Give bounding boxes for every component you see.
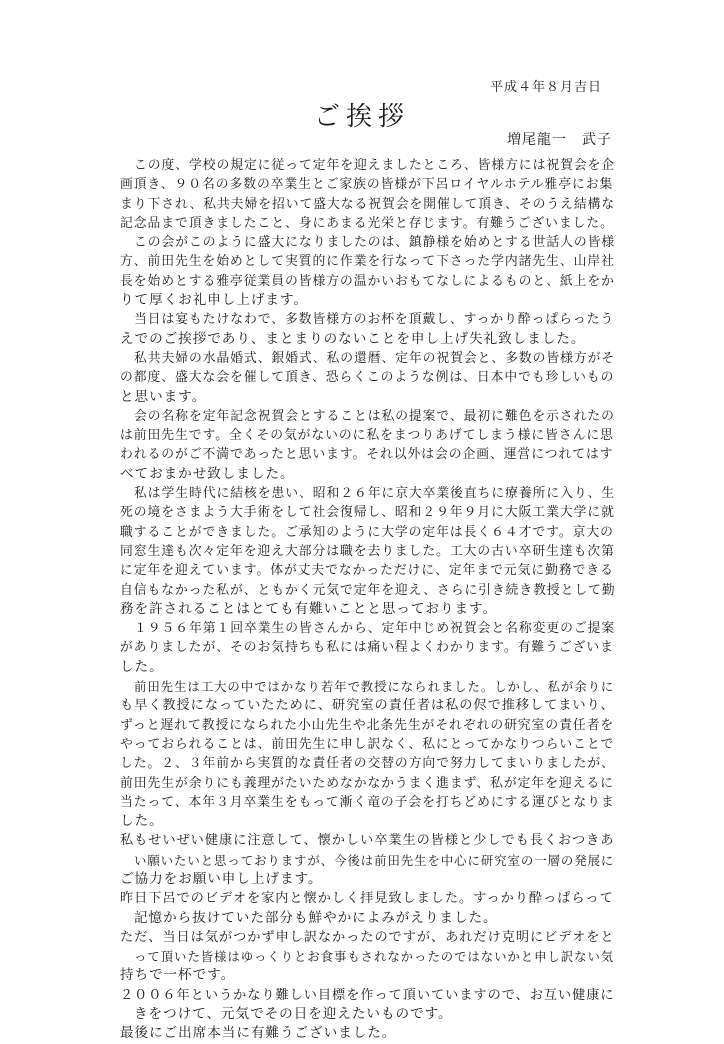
body-line: 前田先生は工大の中ではかなり若年で教授になられました。しかし、私が余りに xyxy=(134,679,615,695)
letter-authors: 増尾龍一 武子 xyxy=(507,132,612,148)
body-line: 死の境をさまよう大手術をして社会復帰し、昭和２９年９月に大阪工業大学に就 xyxy=(120,505,615,521)
body-line: がありましたが、そのお気持ちも私には痛い程よくわかります。有難うございま xyxy=(120,640,614,656)
body-line: やっておられることは、前田先生に申し訳なく、私にとってかなりつらいことで xyxy=(120,736,615,752)
body-line: ご協力をお願い申し上げます。 xyxy=(120,870,323,887)
body-line: えでのご挨拶であり、まとまりのないことを申し上げ失礼致しました。 xyxy=(120,330,586,347)
body-line: 当たって、本年３月卒業生をもって漸く竜の子会を打ちどめにする運びとなりま xyxy=(120,794,615,810)
letter-date: 平成４年８月吉日 xyxy=(489,80,602,95)
body-line: 前田先生が余りにも義理がたいためなかなかうまく進まず、私が定年を迎えるに xyxy=(120,775,614,791)
body-line: 会の名称を定年記念祝賀会とすることは私の提案で、最初に難色を示されたの xyxy=(134,408,615,424)
body-line: 昨日下呂でのビデオを家内と懐かしく拝見致しました。すっかり酔っぱらって xyxy=(120,891,614,907)
body-line: した。２、３年前から実質的な責任者の交替の方向で努力してまいりましたが、 xyxy=(120,756,615,772)
body-line: きをつけて、元気でその日を迎えたいものです。 xyxy=(134,1006,453,1023)
body-line: この度、学校の規定に従って定年を迎えましたところ、皆様方には祝賀会を企 xyxy=(134,158,616,173)
body-line: 自信もなかった私が、ともかく元気で定年を迎え、さらに引き続き教授として勤 xyxy=(120,582,616,598)
body-line: 記憶から抜けていた部分も鮮やかによみがえりました。 xyxy=(134,909,498,926)
body-line: 方、前田先生を始めとして実質的に作業を行なって下さった学内諸先生、山岸社 xyxy=(120,254,615,270)
body-line: い願いたいと思っておりますが、今後は前田先生を中心に研究室の一層の発展に xyxy=(134,852,615,868)
letter-body xyxy=(120,156,620,1044)
body-line: 画頂き、９０名の多数の卒業生とご家族の皆様が下呂ロイヤルホテル雅亭にお集 xyxy=(120,177,614,193)
body-line: と思います。 xyxy=(120,388,207,405)
body-line: われるのがご不満であったと思います。それ以外は会の企画、運営につれてはす xyxy=(120,447,614,463)
body-line: ずっと遅れて教授になられた小山先生や北条先生がそれぞれの研究室の責任者を xyxy=(120,717,615,733)
body-line: 同窓生達も次々定年を迎え大部分は職を去りました。工大の古い卒研生達も次第 xyxy=(120,543,615,559)
body-line: りて厚くお礼申し上げます。 xyxy=(120,292,308,309)
body-line: に定年を迎えています。体が丈夫でなかっただけに、定年まで元気に勤務できる xyxy=(120,563,614,579)
body-line: は前田先生です。全くその気がないのに私をまつりあげてしまう様に皆さんに思 xyxy=(120,428,614,444)
body-line: 持ちで一杯です。 xyxy=(120,967,236,984)
body-line: の都度、盛大な会を催して頂き、恐らくこのような例は、日本中でも珍しいもの xyxy=(120,370,615,386)
body-line: 私は学生時代に結核を患い、昭和２６年に京大卒業後直ちに療養所に入り、生 xyxy=(134,486,616,502)
body-line: 私共夫婦の水晶婚式、銀婚式、私の還暦、定年の祝賀会と、多数の皆様方がそ xyxy=(134,350,616,366)
body-line: 長を始めとする雅亭従業員の皆様方の温かいおもてなしによるものと、紙上をか xyxy=(120,273,615,289)
body-line: した。 xyxy=(120,658,164,675)
body-line: この会がこのように盛大になりましたのは、鎮静様を始めとする世話人の皆様 xyxy=(134,235,616,251)
body-line: ただ、当日は気がつかず申し訳なかったのですが、あれだけ克明にビデオをと xyxy=(120,929,615,945)
body-line: まり下され、私共夫婦を招いて盛大なる祝賀会を開催して頂き、そのうえ結構な xyxy=(120,196,616,212)
body-line: した。 xyxy=(120,813,164,830)
body-line: 最後にご出席本当に有難うございました。 xyxy=(120,1025,397,1042)
body-line: 職することができました。ご承知のように大学の定年は長く６４才です。京大の xyxy=(120,524,614,540)
letter-title: ご挨拶 xyxy=(313,102,410,132)
body-line: って頂いた皆様はゆっくりとお食事もされなかったのではないかと申し訳ない気 xyxy=(134,949,615,965)
body-line: 私もせいぜい健康に注意して、懐かしい卒業生の皆様と少しでも長くおつきあ xyxy=(120,833,615,849)
body-line: べておまかせ致しました。 xyxy=(120,465,295,482)
body-line: 記念品まで頂きましたこと、身にあまる光栄と存じます。有難うございました。 xyxy=(120,215,614,231)
body-line: 務を許されることはとても有難いことと思っております。 xyxy=(120,600,498,617)
body-line: １９５６年第１回卒業生の皆さんから、定年中じめ祝賀会と名称変更のご提案 xyxy=(134,621,616,637)
body-line: ２００６年というかなり難しい目標を作って頂いていますので、お互い健康に xyxy=(120,987,615,1003)
body-line: 当日は宴もたけなわで、多数皆様方のお杯を頂戴し、すっかり酔っぱらったう xyxy=(134,312,615,328)
body-line: も早く教授になっていたために、研究室の責任者は私の侭で推移してまいり、 xyxy=(120,698,615,714)
